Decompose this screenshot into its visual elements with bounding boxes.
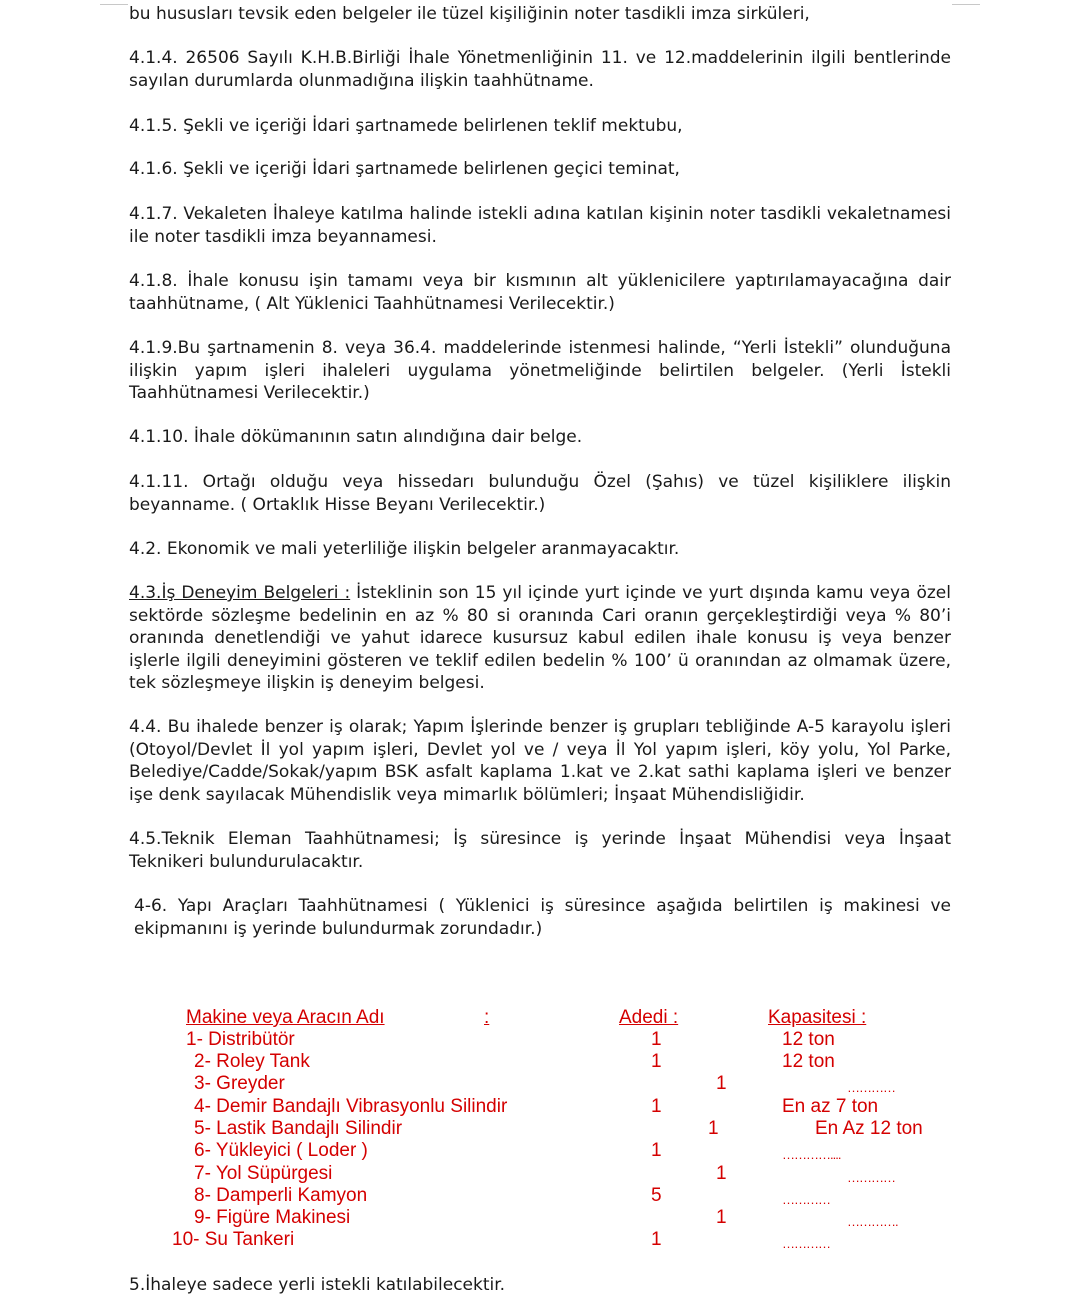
table-row-qty: 1 (651, 1140, 662, 1161)
table-row-capacity: ………….... (782, 1147, 841, 1162)
table-row-qty: 1 (651, 1229, 662, 1250)
table-row-qty: 1 (651, 1029, 662, 1050)
paragraph-4-1-6: 4.1.6. Şekli ve içeriği İdari şartnamede belirlenen geçici teminat, (129, 159, 680, 179)
paragraph-4-1-11: 4.1.11. Ortağı olduğu veya hissedarı bulunduğu Özel (Şahıs) ve tüzel kişiliklere ilişkin beyanname. ( Ortaklık Hisse Beyanı Verilecektir.) (129, 472, 951, 515)
paragraph-4-3-body: İsteklinin son 15 yıl içinde yurt içinde ve yurt dışında kamu veya özel sektörde sözleşme bedelinin en az % 80 si oranında Cari oranın gerçekleştirdiği veya % 80’i oranında denetlendiği ve yahut idarece kusursuz kabul edilen ihale konusu iş veya benzer işlerle ilgili deneyimini gösteren ve teklif edilen bedelin % 100’ ü oranından az olmamak üzere, tek sözleşmeye ilişkin iş deneyim belgesi. (129, 583, 951, 693)
paragraph-4-1-5: 4.1.5. Şekli ve içeriği İdari şartnamede belirlenen teklif mektubu, (129, 116, 683, 136)
table-row-qty: 1 (716, 1073, 727, 1094)
table-row-name: 10- Su Tankeri (172, 1229, 295, 1250)
paragraph-4-1-8: 4.1.8. İhale konusu işin tamamı veya bir kısmının alt yüklenicilere yaptırılamayacağına dair taahhütname, ( Alt Yüklenici Taahhütnamesi Verilecektir.) (129, 271, 951, 314)
table-header-name: Makine veya Aracın Adı (186, 1007, 385, 1028)
table-row-name: 4- Demir Bandajlı Vibrasyonlu Silindir (194, 1096, 508, 1117)
table-row-qty: 5 (651, 1185, 662, 1206)
table-row-capacity: En az 7 ton (782, 1096, 879, 1117)
table-row-name: 3- Greyder (194, 1073, 285, 1094)
table-row-capacity: …………. (847, 1214, 898, 1229)
heading-is-deneyim: 4.3.İş Deneyim Belgeleri : (129, 583, 351, 603)
table-row-qty: 1 (651, 1051, 662, 1072)
paragraph-4-4-lead: 4.4. Bu ihalede benzer iş olarak; (129, 717, 414, 737)
paragraph-4-4-body: Yapım İşlerinde benzer iş grupları tebliğinde A-5 karayolu işleri (Otoyol/Devlet İl yol yapım işleri, Devlet yol ve / veya İl Yol yapım işleri, köy yolu, Yol Parke, Belediye/Cadde/Sokak/yapım BSK asfalt kaplama 1.kat ve 2.kat sathi kaplama işleri ve benzer işe denk sayılacak Mühendislik veya mimarlık bölümleri; İnşaat Mühendisliğidir. (129, 717, 952, 805)
table-row-capacity: 12 ton (782, 1051, 835, 1072)
paragraph-4-1-10: 4.1.10. İhale dökümanının satın alındığına dair belge. (129, 427, 583, 447)
table-row-qty: 1 (708, 1118, 719, 1139)
paragraph-4-1-4: 4.1.4. 26506 Sayılı K.H.B.Birliği İhale Yönetmenliğinin 11. ve 12.maddelerinin ilgili bentlerinde sayılan durumlarda olunmadığına ilişkin taahhütname. (129, 48, 951, 91)
table-row-name: 2- Roley Tank (194, 1051, 310, 1072)
paragraph-4-2: 4.2. Ekonomik ve mali yeterliliğe ilişkin belgeler aranmayacaktır. (129, 539, 680, 559)
page-corner-mark-left (100, 0, 128, 5)
table-row-capacity: ………… (847, 1170, 895, 1185)
table-row-name: 1- Distribütör (186, 1029, 295, 1050)
table-header-capacity: Kapasitesi : (768, 1007, 867, 1028)
table-row-capacity: 12 ton (782, 1029, 835, 1050)
table-row-name: 8- Damperli Kamyon (194, 1185, 368, 1206)
table-row-qty: 1 (651, 1096, 662, 1117)
table-header-colon: : (484, 1007, 490, 1028)
table-row-capacity: En Az 12 ton (815, 1118, 923, 1139)
table-header-qty: Adedi : (619, 1007, 679, 1028)
table-row-name: 5- Lastik Bandajlı Silindir (194, 1118, 403, 1139)
table-row-name: 9- Figüre Makinesi (194, 1207, 351, 1228)
table-row-name: 6- Yükleyici ( Loder ) (194, 1140, 368, 1161)
table-row-capacity: ………… (782, 1192, 830, 1207)
table-row-capacity: ………… (847, 1080, 895, 1095)
paragraph-4-1-9: 4.1.9.Bu şartnamenin 8. veya 36.4. maddelerinde istenmesi halinde, “Yerli İstekli” olunduğuna ilişkin yapım işleri ihaleleri uygulama yönetmeliğinde belirtilen belgeler. (Yerli İstekli Taahhütnamesi Verilecektir.) (129, 338, 951, 403)
paragraph-5: 5.İhaleye sadece yerli istekli katılabilecektir. (129, 1275, 506, 1295)
table-row-name: 7- Yol Süpürgesi (194, 1163, 333, 1184)
paragraph-4-3 (129, 582, 951, 695)
page-corner-mark-right (952, 0, 980, 5)
paragraph-4-6: 4-6. Yapı Araçları Taahhütnamesi ( Yüklenici iş süresince aşağıda belirtilen iş makinesi ve ekipmanını iş yerinde bulundurmak zorundadır.) (134, 896, 951, 939)
paragraph-intro: bu hususları tevsik eden belgeler ile tüzel kişiliğinin noter tasdikli imza sirküleri, (129, 4, 810, 24)
table-row-qty: 1 (716, 1207, 727, 1228)
paragraph-4-1-7: 4.1.7. Vekaleten İhaleye katılma halinde istekli adına katılan kişinin noter tasdikli vekaletnamesi ile noter tasdikli imza beyannamesi. (129, 204, 951, 247)
paragraph-4-4 (129, 716, 951, 806)
table-row-capacity: ………… (782, 1236, 830, 1251)
table-row-qty: 1 (716, 1163, 727, 1184)
paragraph-4-5: 4.5.Teknik Eleman Taahhütnamesi; İş süresince iş yerinde İnşaat Mühendisi veya İnşaat Teknikeri bulundurulacaktır. (129, 829, 951, 872)
